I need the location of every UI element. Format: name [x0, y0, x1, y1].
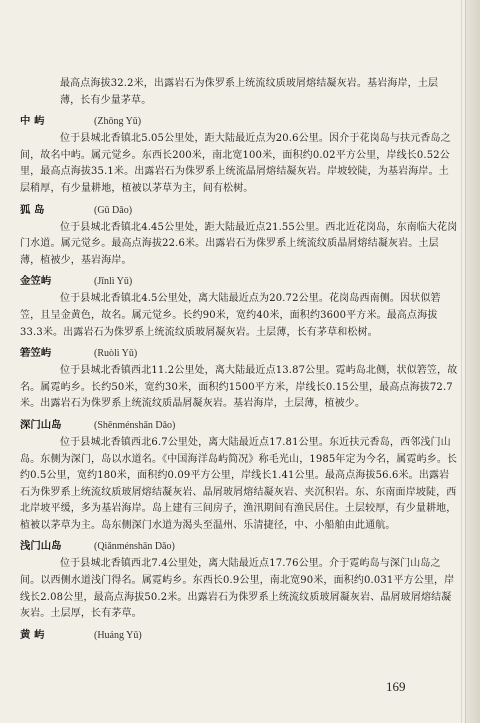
entry-text: 位于县城北香镇西北6.7公里处，离大陆最近点17.81公里。东近扶元香岛，西邻浅门山岛。东侧为深门，岛以水道名。《中国海洋岛屿简况》称毛光山，1985年定为今名，属霓屿乡。长约0.5公里，宽约180米，面积约0.09平方公里，岸线长1.41公里。最高点海拔56.6米。出露岩石为侏罗系上统流纹质玻屑熔结凝灰岩、晶屑玻屑熔结凝灰岩、夹沉积岩。东、东南面岸坡陡，西北岸坡平缓，多为基岩海岸。岛上建有三间房子，渔汛期间有渔民居住。土层较厚，有少量耕地，植被以茅草为主。岛东侧深门水道为渴头至温州、乐清捷径，中、小船舶由此通航。: [20, 436, 458, 531]
entry-gu-dao: [20, 202, 458, 270]
entry-heading: [20, 345, 458, 362]
entry-shenmenshan-dao: [20, 417, 458, 535]
entry-name: 浅门山岛: [20, 540, 62, 553]
entry-jinli-yu: [20, 273, 458, 341]
entry-name: 狐 岛: [20, 203, 45, 216]
entry-name: 中 屿: [20, 115, 45, 128]
entry-name: 黄 屿: [20, 628, 45, 641]
entry-text: 位于县城北香镇北4.45公里处，距大陆最近点21.55公里。西北近花岗岛，东南临大花岗门水道。属元觉乡。最高点海拔22.6米。出露岩石为侏罗系上统流纹质晶屑熔结凝灰岩。土层薄，植被少，基岩海岸。: [20, 221, 458, 266]
entry-pinyin: (Ruòlì Yǔ): [94, 348, 138, 360]
entry-pinyin: (Jīnlì Yǔ): [94, 276, 133, 288]
entry-heading: [20, 627, 458, 644]
entry-text: 位于县城北香镇西北7.4公里处，离大陆最近点17.76公里。介于霓屿岛与深门山岛之间。以西侧水道浅门得名。属霓屿乡。东西长0.9公里，南北宽90米，面积约0.031平方公里，岸线长2.08公里，最高点海拔50.2米。出露岩石为侏罗系上统流纹质玻屑凝灰岩、晶屑玻屑熔结凝灰岩。土层厚，长有茅草。: [20, 558, 455, 620]
entry-qianmenshan-dao: [20, 538, 458, 622]
entry-name: 箬笠屿: [20, 347, 52, 360]
entry-text: 位于县城北香镇北5.05公里处，距大陆最近点为20.6公里。因介于花岗岛与扶元香岛之间，故名中屿。属元觉乡。东西长200米，南北宽100米，面积约0.02平方公里，岸线长0.52公里，最高点海拔35.1米。出露岩石为侏罗系上统流晶屑熔结凝灰岩。岸坡较陡，为基岩海岸。土层稍厚，有少量耕地，植被以茅草为主，间有松树。: [20, 133, 451, 194]
entry-text: 位于县城北香镇西北11.2公里处，离大陆最近点13.87公里。霓屿岛北侧，状似箬笠，故名。属霓屿乡。长约50米，宽约30米，面积约1500平方米，岸线长0.15公里，最高点海拔72.7米。出露岩石为侏罗系上统流纹质晶屑凝灰岩。基岩海岸，土层薄，植被少。: [20, 365, 458, 410]
entry-heading: [20, 538, 458, 555]
entry-heading: [20, 113, 458, 130]
entry-pinyin: (Huáng Yǔ): [94, 629, 142, 641]
entry-pinyin: (Qiǎnménshān Dǎo): [94, 541, 175, 553]
entry-huang-yu: [20, 627, 458, 644]
page-edge-line: [461, 0, 462, 723]
entry-name: 金笠屿: [20, 275, 52, 288]
entry-heading: [20, 417, 458, 434]
entry-zhong-yu: [20, 113, 458, 197]
entry-name: 深门山岛: [20, 418, 62, 431]
entry-ruoli-yu: [20, 345, 458, 413]
entry-pinyin: (Zhōng Yǔ): [94, 116, 142, 128]
entry-pinyin: (Shēnménshān Dǎo): [94, 419, 176, 431]
entry-text: 位于县城北香镇北4.5公里处，离大陆最近点为20.72公里。花岗岛西南侧。因状似箬笠，且呈金黄色，故名。属元觉乡。长约90米，宽约40米，面积约3600平方米。最高点海拔33.3米。出露岩石为侏罗系上统流纹质玻屑凝灰岩。土层薄，长有茅草和松树。: [20, 293, 441, 338]
entry-heading: [20, 202, 458, 219]
page-content: [20, 76, 458, 645]
page-edge-shadow: [465, 0, 480, 723]
intro-paragraph: 最高点海拔32.2米，出露岩石为侏罗系上统流纹质玻屑熔结凝灰岩。基岩海岸，土层薄，长有少量茅草。: [60, 78, 439, 106]
page-number: 169: [386, 679, 406, 694]
entry-pinyin: (Gū Dǎo): [94, 204, 133, 216]
entry-heading: [20, 273, 458, 290]
